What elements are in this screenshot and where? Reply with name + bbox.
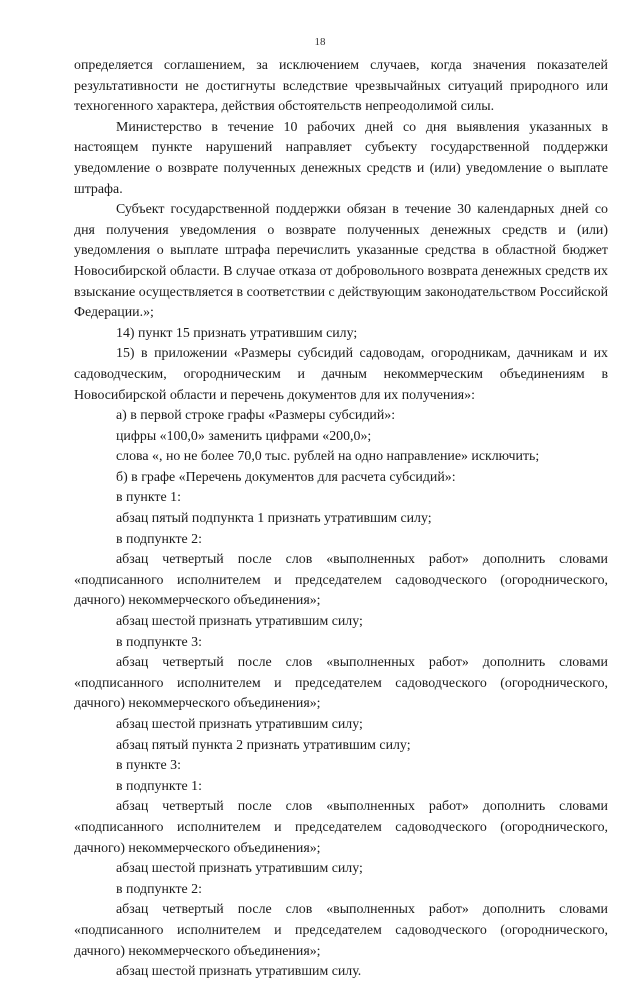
document-body [74, 56, 608, 983]
paragraph: абзац пятый пункта 2 признать утратившим силу; [116, 737, 411, 753]
paragraph: в подпункте 2: [116, 881, 202, 897]
paragraph: а) в первой строке графы «Размеры субсидий»: [116, 408, 396, 424]
paragraph: абзац четвертый после слов «выполненных работ» дополнить словами «подписанного исполнителем и председателем садоводческого (огороднического, дачного) некоммерческого объединения»; [74, 552, 608, 609]
paragraph: б) в графе «Перечень документов для расчета субсидий»: [116, 469, 456, 485]
paragraph: абзац четвертый после слов «выполненных работ» дополнить словами «подписанного исполнителем и председателем садоводческого (огороднического, дачного) некоммерческого объединения»; [74, 799, 608, 856]
paragraph: абзац шестой признать утратившим силу. [116, 964, 362, 980]
paragraph: абзац шестой признать утратившим силу; [116, 614, 363, 630]
paragraph: абзац шестой признать утратившим силу; [116, 717, 363, 732]
paragraph: 14) пункт 15 признать утратившим силу; [116, 325, 358, 341]
paragraph: в подпункте 3: [116, 634, 202, 650]
paragraph: абзац шестой признать утратившим силу; [116, 861, 363, 877]
paragraph: Министерство в течение 10 рабочих дней со дня выявления указанных в настоящем пункте нарушений направляет субъекту государственной поддержки уведомление о возврате полученных денежных средств и (или) уведомление о выплате штрафа. [74, 119, 608, 197]
page-number: 18 [314, 36, 326, 48]
paragraph: определяется соглашением, за исключением случаев, когда значения показателей результативности не достигнуты вследствие чрезвычайных ситуаций природного или техногенного характера, действия обстоятельств непреодолимой силы. [74, 58, 608, 115]
paragraph: Субъект государственной поддержки обязан в течение 30 календарных дней со дня получения уведомления о возврате полученных денежных средств и (или) уведомления о выплате штрафа перечислить указанные средства в областной бюджет Новосибирской области. В случае отказа от добровольного возврата денежных средств их взыскание осуществляется в соответствии с действующим законодательством Российской Федерации.»; [74, 202, 608, 321]
paragraph: абзац четвертый после слов «выполненных работ» дополнить словами «подписанного исполнителем и председателем садоводческого (огороднического, дачного) некоммерческого объединения»; [74, 655, 608, 712]
paragraph: в пункте 3: [116, 758, 181, 774]
paragraph: 15) в приложении «Размеры субсидий садоводам, огородникам, дачникам и их садоводческим, огородническим и дачным некоммерческим объединениям в Новосибирской области и перечень документов для их получения»: [74, 346, 608, 403]
paragraph: в подпункте 1: [116, 778, 202, 794]
paragraph: в подпункте 2: [116, 531, 202, 547]
paragraph: слова «, но не более 70,0 тыс. рублей на одно направление» исключить; [116, 449, 540, 465]
paragraph: абзац четвертый после слов «выполненных работ» дополнить словами «подписанного исполнителем и председателем садоводческого (огороднического, дачного) некоммерческого объединения»; [74, 902, 608, 959]
paragraph: цифры «100,0» заменить цифрами «200,0»; [116, 428, 372, 444]
paragraph: в пункте 1: [116, 490, 181, 506]
paragraph: абзац пятый подпункта 1 признать утратившим силу; [116, 511, 432, 527]
